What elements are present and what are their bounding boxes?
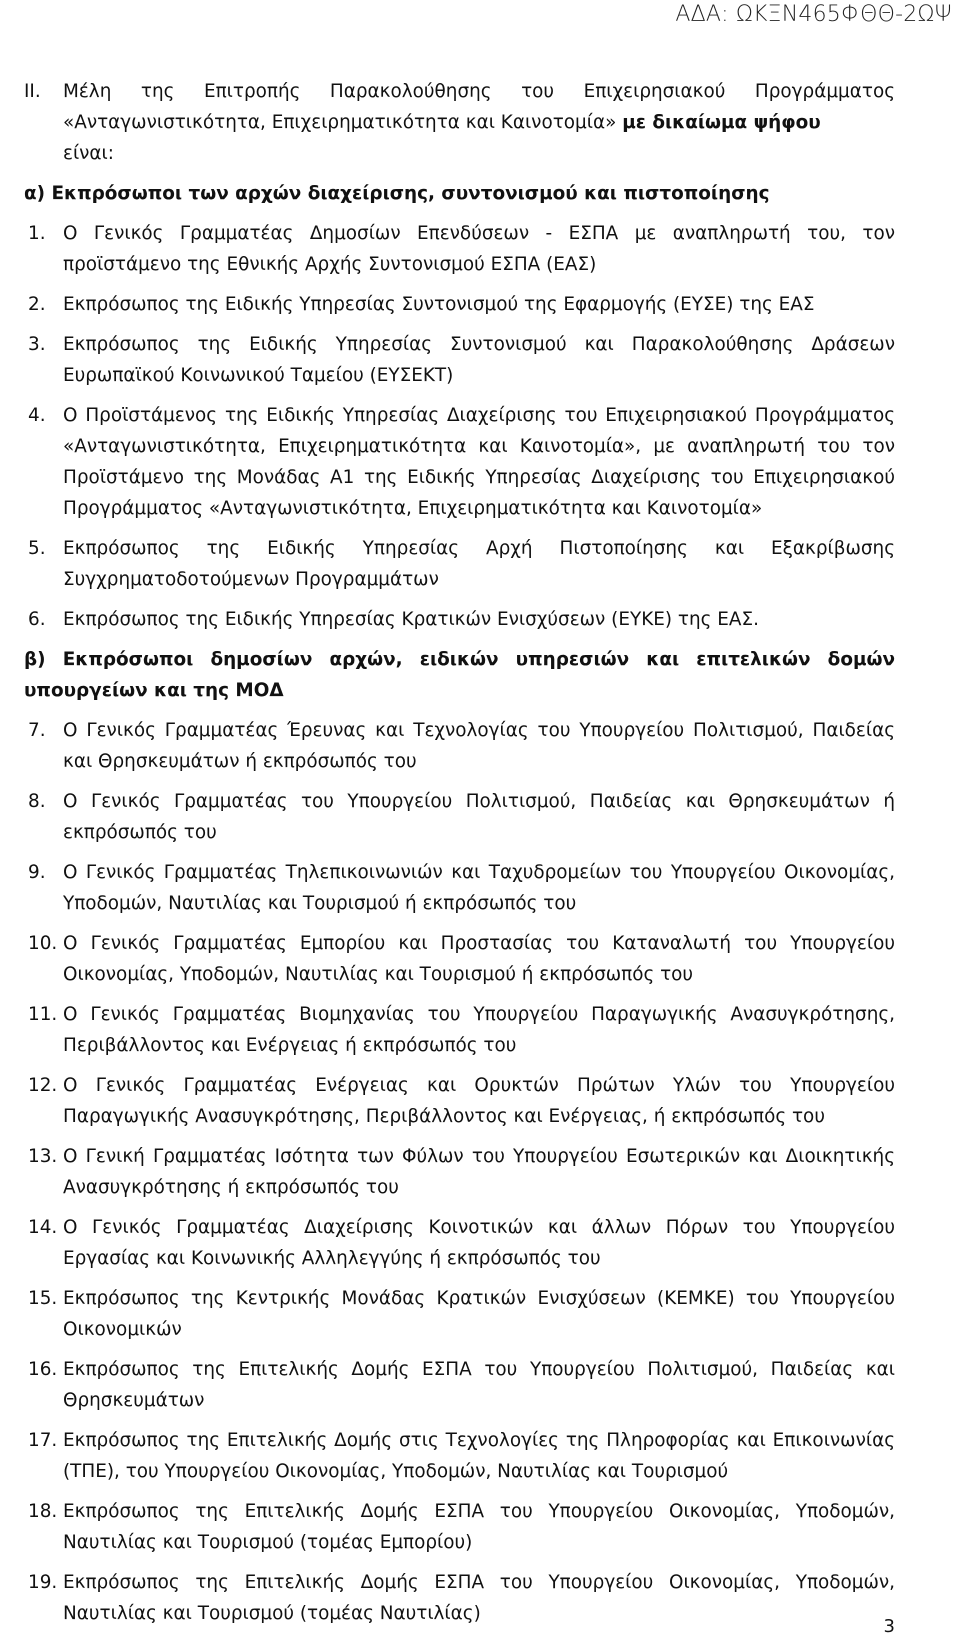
- item-number: 10.: [28, 933, 58, 954]
- item-text: Εκπρόσωπος της Ειδικής Υπηρεσίας Αρχή Πιστοποίησης και Εξακρίβωσης Συγχρηματοδοτούμενων Προγραμμάτων: [63, 538, 895, 590]
- list-item: [28, 1070, 895, 1132]
- list-item: [28, 715, 895, 777]
- item-number: 13.: [28, 1146, 58, 1167]
- intro-bold-text: με δικαίωμα ψήφου: [622, 112, 821, 133]
- item-number: 6.: [28, 609, 46, 630]
- item-number: 14.: [28, 1217, 58, 1238]
- item-text: Εκπρόσωπος της Επιτελικής Δομής στις Τεχνολογίες της Πληροφορίας και Επικοινωνίας (ΤΠΕ), του Υπουργείου Οικονομίας, Υποδομών, Ναυτιλίας και Τουρισμού: [63, 1430, 895, 1482]
- intro-paragraph: [63, 76, 895, 138]
- item-text: Εκπρόσωπος της Επιτελικής Δομής ΕΣΠΑ του Υπουργείου Οικονομίας, Υποδομών, Ναυτιλίας και Τουρισμού (τομέας Ναυτιλίας): [63, 1572, 895, 1624]
- document-body: [0, 76, 960, 1629]
- item-number: 7.: [28, 720, 46, 741]
- list-item: [28, 400, 895, 524]
- list-item: [28, 1425, 895, 1487]
- item-text: Εκπρόσωπος της Ειδικής Υπηρεσίας Συντονισμού και Παρακολούθησης Δράσεων Ευρωπαϊκού Κοινωνικού Ταμείου (ΕΥΣΕΚΤ): [63, 334, 895, 386]
- item-text: Ο Γενική Γραμματέας Ισότητα των Φύλων του Υπουργείου Εσωτερικών και Διοικητικής Ανασυγκρότησης ή εκπρόσωπός του: [63, 1146, 895, 1198]
- item-text: Ο Γενικός Γραμματέας Ενέργειας και Ορυκτών Πρώτων Υλών του Υπουργείου Παραγωγικής Ανασυγκρότησης, Περιβάλλοντος και Ενέργειας, ή εκπρόσωπός του: [63, 1075, 895, 1127]
- item-number: 5.: [28, 538, 46, 559]
- item-number: 18.: [28, 1501, 58, 1522]
- item-number: 4.: [28, 405, 46, 426]
- section-b-title: β) Εκπρόσωποι δημοσίων αρχών, ειδικών υπηρεσιών και επιτελικών δομών υπουργείων και της ΜΟΔ: [24, 649, 895, 701]
- list-item: [28, 1141, 895, 1203]
- roman-numeral: II.: [24, 81, 41, 102]
- item-text: Εκπρόσωπος της Ειδικής Υπηρεσίας Συντονισμού της Εφαρμογής (ΕΥΣΕ) της ΕΑΣ: [63, 294, 815, 315]
- section-intro: [24, 76, 895, 169]
- list-item: [28, 1354, 895, 1416]
- item-text: Εκπρόσωπος της Επιτελικής Δομής ΕΣΠΑ του Υπουργείου Πολιτισμού, Παιδείας και Θρησκευμάτων: [63, 1359, 895, 1411]
- item-text: Ο Γενικός Γραμματέας Έρευνας και Τεχνολογίας του Υπουργείου Πολιτισμού, Παιδείας και Θρησκευμάτων ή εκπρόσωπός του: [63, 720, 895, 772]
- item-text: Ο Προϊστάμενος της Ειδικής Υπηρεσίας Διαχείρισης του Επιχειρησιακού Προγράμματος «Ανταγωνιστικότητα, Επιχειρηματικότητα και Καινοτομία», με αναπληρωτή του τον Προϊστάμενο της Μονάδας Α1 της Ειδικής Υπηρεσίας Διαχείρισης του Επιχειρησιακού Προγράμματος «Ανταγωνιστικότητα, Επιχειρηματικότητα και Καινοτομία»: [63, 405, 895, 519]
- intro-text: Μέλη της Επιτροπής Παρακολούθησης του Επιχειρησιακού Προγράμματος «Ανταγωνιστικότητα, Επιχειρηματικότητα και Καινοτομία»: [63, 81, 895, 133]
- intro-ending: είναι:: [63, 143, 114, 164]
- list-item: [28, 289, 895, 320]
- item-number: 9.: [28, 862, 46, 883]
- list-item: [28, 1212, 895, 1274]
- list-item: [28, 533, 895, 595]
- item-number: 17.: [28, 1430, 58, 1451]
- item-text: Ο Γενικός Γραμματέας Δημοσίων Επενδύσεων - ΕΣΠΑ με αναπληρωτή του, τον προϊστάμενο της Εθνικής Αρχής Συντονισμού ΕΣΠΑ (ΕΑΣ): [63, 223, 895, 275]
- section-a-title: α) Εκπρόσωποι των αρχών διαχείρισης, συντονισμού και πιστοποίησης: [24, 183, 770, 204]
- item-text: Εκπρόσωπος της Κεντρικής Μονάδας Κρατικών Ενισχύσεων (ΚΕΜΚΕ) του Υπουργείου Οικονομικών: [63, 1288, 895, 1340]
- item-number: 8.: [28, 791, 46, 812]
- list-item: [28, 1283, 895, 1345]
- list-item: [28, 329, 895, 391]
- item-number: 2.: [28, 294, 46, 315]
- list-item: [28, 604, 895, 635]
- ada-code: ΑΔΑ: ΩΚΞΝ465ΦΘΘ-2ΩΨ: [675, 2, 952, 27]
- list-item: [28, 218, 895, 280]
- item-text: Ο Γενικός Γραμματέας Διαχείρισης Κοινοτικών και άλλων Πόρων του Υπουργείου Εργασίας και Κοινωνικής Αλληλεγγύης ή εκπρόσωπός του: [63, 1217, 895, 1269]
- item-text: Ο Γενικός Γραμματέας Εμπορίου και Προστασίας του Καταναλωτή του Υπουργείου Οικονομίας, Υποδομών, Ναυτιλίας και Τουρισμού ή εκπρόσωπός του: [63, 933, 895, 985]
- list-item: [28, 786, 895, 848]
- item-text: Ο Γενικός Γραμματέας Τηλεπικοινωνιών και Ταχυδρομείων του Υπουργείου Οικονομίας, Υποδομών, Ναυτιλίας και Τουρισμού ή εκπρόσωπός του: [63, 862, 895, 914]
- item-text: Ο Γενικός Γραμματέας Βιομηχανίας του Υπουργείου Παραγωγικής Ανασυγκρότησης, Περιβάλλοντος και Ενέργειας ή εκπρόσωπός του: [63, 1004, 895, 1056]
- item-number: 15.: [28, 1288, 58, 1309]
- list-item: [28, 857, 895, 919]
- item-number: 11.: [28, 1004, 58, 1025]
- list-item: [28, 999, 895, 1061]
- item-text: Εκπρόσωπος της Ειδικής Υπηρεσίας Κρατικών Ενισχύσεων (ΕΥΚΕ) της ΕΑΣ.: [63, 609, 759, 630]
- page-number: 3: [883, 1616, 895, 1637]
- item-number: 3.: [28, 334, 46, 355]
- item-number: 12.: [28, 1075, 58, 1096]
- list-item: [28, 928, 895, 990]
- item-text: Ο Γενικός Γραμματέας του Υπουργείου Πολιτισμού, Παιδείας και Θρησκευμάτων ή εκπρόσωπός του: [63, 791, 895, 843]
- item-number: 16.: [28, 1359, 58, 1380]
- item-number: 1.: [28, 223, 46, 244]
- list-item: [28, 1496, 895, 1558]
- item-text: Εκπρόσωπος της Επιτελικής Δομής ΕΣΠΑ του Υπουργείου Οικονομίας, Υποδομών, Ναυτιλίας και Τουρισμού (τομέας Εμπορίου): [63, 1501, 895, 1553]
- item-number: 19.: [28, 1572, 58, 1593]
- list-item: [28, 1567, 895, 1629]
